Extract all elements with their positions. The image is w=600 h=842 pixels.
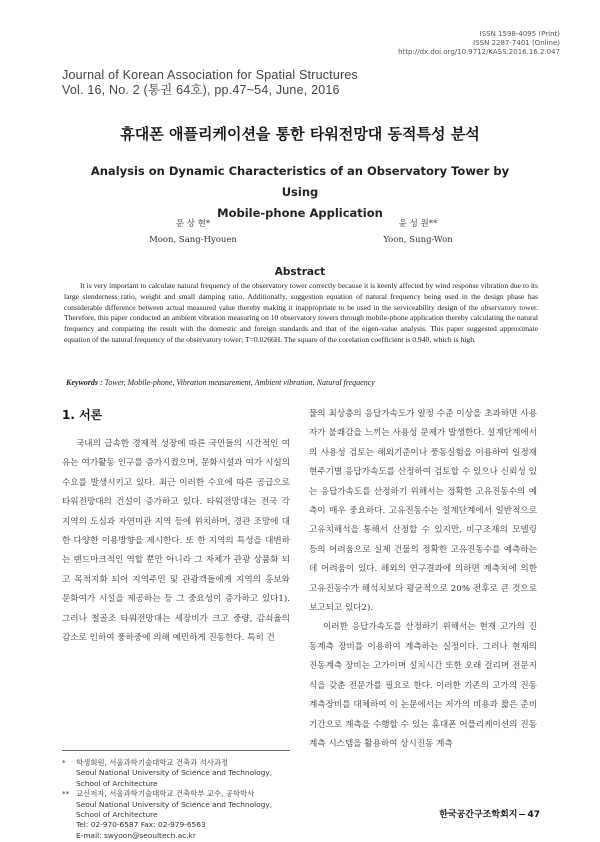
footnote-line: 학생회원, 서울과학기술대학교 건축과 석사과정 bbox=[76, 758, 229, 767]
paragraph: 국내의 급속한 경제적 성장에 따른 국민들의 시간적인 여유는 여가활동 인구를 증가시켰으며, 문화시설과 여가 시설의 수요를 발생시키고 있다. 최근 이러한 수요에 따른 공급으로 타워전망대의 건설이 증가하고 있다. 타워전망대는 전국 각 지역의 도심과 자연미관 지역 등에 위치하며, 경관 조망에 대한 다양한 이용방향을 제시한다. 또 한 지역의 특성을 대변하는 랜드마크적인 역할 뿐만 아니라 그 자체가 관광 상품화 되고 목적지화 되어 지역주민 및 관광객들에게 지역의 홍보와 문화여가 시설을 제공하는 등 그 중요성이 증가하고 있다1). 그러나 철골조 타워전망대는 세장비가 크고 중량, 감쇠율의 감소로 인하여 풍하중에 의해 예민하게 진동한다. 특히 건 bbox=[62, 439, 290, 644]
issn-print: ISSN 1598-4095 (Print) bbox=[479, 30, 560, 38]
page-footer bbox=[439, 807, 540, 820]
footnote-line: School of Architecture bbox=[76, 778, 158, 788]
doi-link[interactable]: http://dx.doi.org/10.9712/KASS.2016.16.2.047 bbox=[398, 48, 560, 56]
journal-header bbox=[62, 68, 358, 98]
paragraph: 이러한 응답가속도를 산정하기 위해서는 현재 고가의 진동계측 장비를 이용하여 계측하는 실정이다. 그러나 현재의 진동계측 장비는 고가이며 설치시간 또한 오래 걸리며 전문지식을 갖춘 전문가를 필요로 한다. 이러한 기존의 고가의 진동계측장비를 대체하여 이 논문에서는 저가의 비용과 짧은 준비 기간으로 계측을 수행할 수 있는 휴대폰 어플리케이션의 진동계측 시스템을 활용하여 상시진동 계측 bbox=[309, 622, 537, 749]
footnote-divider bbox=[62, 750, 290, 751]
footnote-line[interactable]: E-mail: swyoon@seoultech.ac.kr bbox=[76, 830, 196, 840]
keywords-label: Keywords : bbox=[66, 378, 103, 387]
section-title: 1. 서론 bbox=[62, 408, 103, 422]
footnote-1 bbox=[62, 758, 292, 789]
issn-block bbox=[398, 30, 560, 57]
author-1-korean: 문 상 현* bbox=[175, 219, 211, 229]
paper-title-korean: 휴대폰 애플리케이션을 통한 타워전망대 동적특성 분석 bbox=[120, 125, 480, 143]
page-number: 47 bbox=[527, 810, 540, 820]
abstract-heading: Abstract bbox=[274, 266, 326, 278]
body-column-left bbox=[62, 435, 290, 648]
abstract-text: It is very important to calculate natural frequency of the observatory tower correctly because it is keenly affected by wind response vibration due to its large slenderness ratio, weight and small damping ratio. Additionally, suggestion equation of natural frequency being used in the design phase has considerable difference between actual measured value thereby making it inappropriate to be used in the serviceability design of the observatory tower. Therefore, this paper conducted an ambient vibration measuring on 10 observatory towers through mobile-phone application thereby calculating the natural frequency and comparing the result with the domestic and foreign standards and that of the eigen-value analysis. This paper suggested approximate equation of the natural frequency of the observatory tower; T=0.0266H. The square of the corelation coefficient is 0.940, which is high. bbox=[64, 281, 538, 344]
footnote-2 bbox=[62, 789, 292, 841]
footnote-line: Tel: 02-970-6587 Fax: 02-979-6563 bbox=[76, 820, 206, 830]
keywords bbox=[66, 378, 546, 387]
title-en-line2: Mobile-phone Application bbox=[217, 206, 383, 220]
author-2-korean: 윤 성 원** bbox=[398, 219, 438, 229]
footnote-mark: * bbox=[62, 758, 66, 767]
author-2 bbox=[318, 216, 518, 248]
author-1-english: Moon, Sang-Hyouen bbox=[149, 235, 237, 245]
issn-online: ISSN 2287-7401 (Online) bbox=[473, 39, 560, 47]
author-2-english: Yoon, Sung-Won bbox=[383, 235, 453, 245]
body-column-right bbox=[309, 405, 537, 754]
paragraph: 물의 최상층의 응답가속도가 일정 수준 이상을 초과하면 사용자가 불쾌감을 느끼는 사용성 문제가 발생한다. 설계단계에서의 사용성 검토는 해외기준이나 풍동실험을 이용하여 일정재현주기별 응답가속도를 산정하여 검토할 수 있으나 신뢰성 있는 응답가속도를 산정하기 위해서는 정확한 고유진동수의 예측이 매우 중요하다. 고유진동수는 설계단계에서 일반적으로 고유치해석을 통해서 산정할 수 있지만, 비구조재의 모델링 등의 어려움으로 실제 건물의 정확한 고유진동수를 예측하는데 어려움이 있다. 해외의 연구결과에 의하면 계측치에 의한 고유진동수가 해석치보다 평균적으로 20% 전후로 큰 것으로 보고되고 있다2). bbox=[309, 409, 537, 614]
keywords-text: Tower, Mobile-phone, Vibration measurement, Ambient vibration, Natural frequency bbox=[104, 378, 375, 387]
title-en-line1: Analysis on Dynamic Characteristics of an Observatory Tower by Using bbox=[90, 164, 510, 199]
journal-name: Journal of Korean Association for Spatial Structures bbox=[62, 68, 358, 82]
footnote-line: School of Architecture bbox=[76, 810, 158, 820]
footnote-line: Seoul National University of Science and Technology, bbox=[76, 799, 273, 809]
journal-volume: Vol. 16, No. 2 (통권 64호), pp.47~54, June, 2016 bbox=[62, 83, 340, 97]
footer-separator bbox=[519, 814, 525, 815]
paper-title-english bbox=[80, 161, 520, 224]
footnote-line: 교신저자, 서울과학기술대학교 건축학부 교수, 공학박사 bbox=[76, 789, 255, 799]
author-1 bbox=[93, 216, 293, 248]
footnote-mark: ** bbox=[62, 789, 70, 799]
footnote-line: Seoul National University of Science and Technology, bbox=[76, 768, 273, 778]
footer-journal-name: 한국공간구조학회지 bbox=[439, 810, 518, 820]
footnotes bbox=[62, 758, 292, 841]
